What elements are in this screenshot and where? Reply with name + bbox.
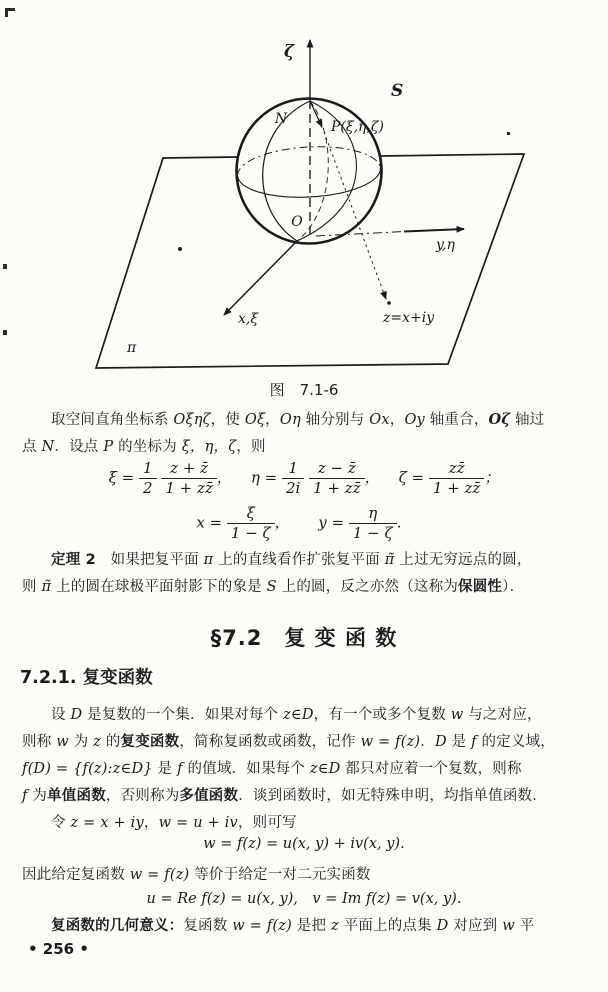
y-axis-label: y,η (436, 237, 455, 253)
para-coords-line-1: 取空间直角坐标系 Oξηζ，使 Oξ，Oη 轴分别与 Ox，Oy 轴重合，Oζ 轴过 (51, 411, 545, 428)
sphere-label: S (391, 81, 404, 101)
para-def-line-3: f(D) = {f(z):z∈D} 是 f 的值域．如果每个 z∈D 都只对应着一个复数，则称 (22, 761, 522, 777)
y-axis-dashdot (316, 232, 404, 237)
figure-caption: 图 7.1-6 (269, 381, 339, 399)
formula-xi-eta-zeta: ξ = $\frac{1}{2}$ $\frac{z + z̄}{1 + zz̄}$ ， η = $\frac{1}{2i}$ $\frac{z - z̄}{1 + zz̄}$ ， ζ = $\frac{zz̄}{1 + zz̄}$ ； (108, 459, 500, 497)
display-formula-w: w = f(z) = u(x, y) + iv(x, y). (203, 836, 405, 852)
para-func-line-thus: 因此给定复函数 w = f(z) 等价于给定一对二元实函数 (22, 867, 371, 883)
z-point-label: z=x+iy (383, 310, 435, 326)
north-pole-label: N (274, 111, 288, 127)
subsection-heading: 7.2.1. 复变函数 (20, 668, 153, 688)
projection-line (324, 132, 386, 299)
x-axis-label: x,ξ (238, 311, 259, 327)
display-formula-uv: u = Re f(z) = u(x, y), v = Im f(z) = v(x, y). (146, 891, 462, 907)
equator-back-arc (236, 143, 380, 175)
theorem-2-line-2: 则 π̃ 上的圆在球极平面射影下的象是 S 上的圆，反之亦然（这称为保圆性）． (22, 579, 525, 595)
zeta-axis-label: ζ (283, 42, 295, 62)
page-number: • 256 • (28, 940, 89, 958)
para-def-line-1: 设 D 是复数的一个集．如果对每个 z∈D，有一个或多个复数 w 与之对应， (51, 707, 542, 723)
np-segment (310, 101, 322, 127)
x-axis-line (224, 241, 297, 315)
section-heading: §7.2 复 变 函 数 (210, 626, 398, 650)
plane-point-dot (178, 247, 182, 251)
y-axis-line (404, 229, 464, 232)
origin-label: O (291, 214, 303, 230)
para-func-line-geom: 复函数的几何意义：复函数 w = f(z) 是把 z 平面上的点集 D 对应到 w 平 (51, 918, 535, 934)
para-coords-line-2: 点 N．设点 P 的坐标为 ξ，η，ζ，则 (22, 439, 266, 455)
figure-riemann-sphere (0, 0, 608, 378)
formula-x-y: x = $\frac{\xi}{1 - \zeta}$ ， y = $\frac{\eta}{1 - \zeta}$ ． (196, 504, 412, 542)
para-func-line-let: 令 z = x + iy，w = u + iv，则可写 (51, 815, 297, 831)
para-def-line-2: 则称 w 为 z 的复变函数，简称复函数或函数，记作 w = f(z)．D 是 f 的定义域， (22, 734, 556, 750)
plane-label: π (127, 340, 137, 356)
theorem-2-line-1: 定理 2 如果把复平面 π 上的直线看作扩张复平面 π̃ 上过无穷远点的圆， (51, 552, 532, 568)
para-def-line-4: f 为单值函数，否则称为多值函数．谈到函数时，如无特殊申明，均指单值函数． (22, 788, 547, 804)
point-p-label: P(ξ,η,ζ) (331, 119, 384, 135)
z-point-dot (387, 301, 391, 305)
